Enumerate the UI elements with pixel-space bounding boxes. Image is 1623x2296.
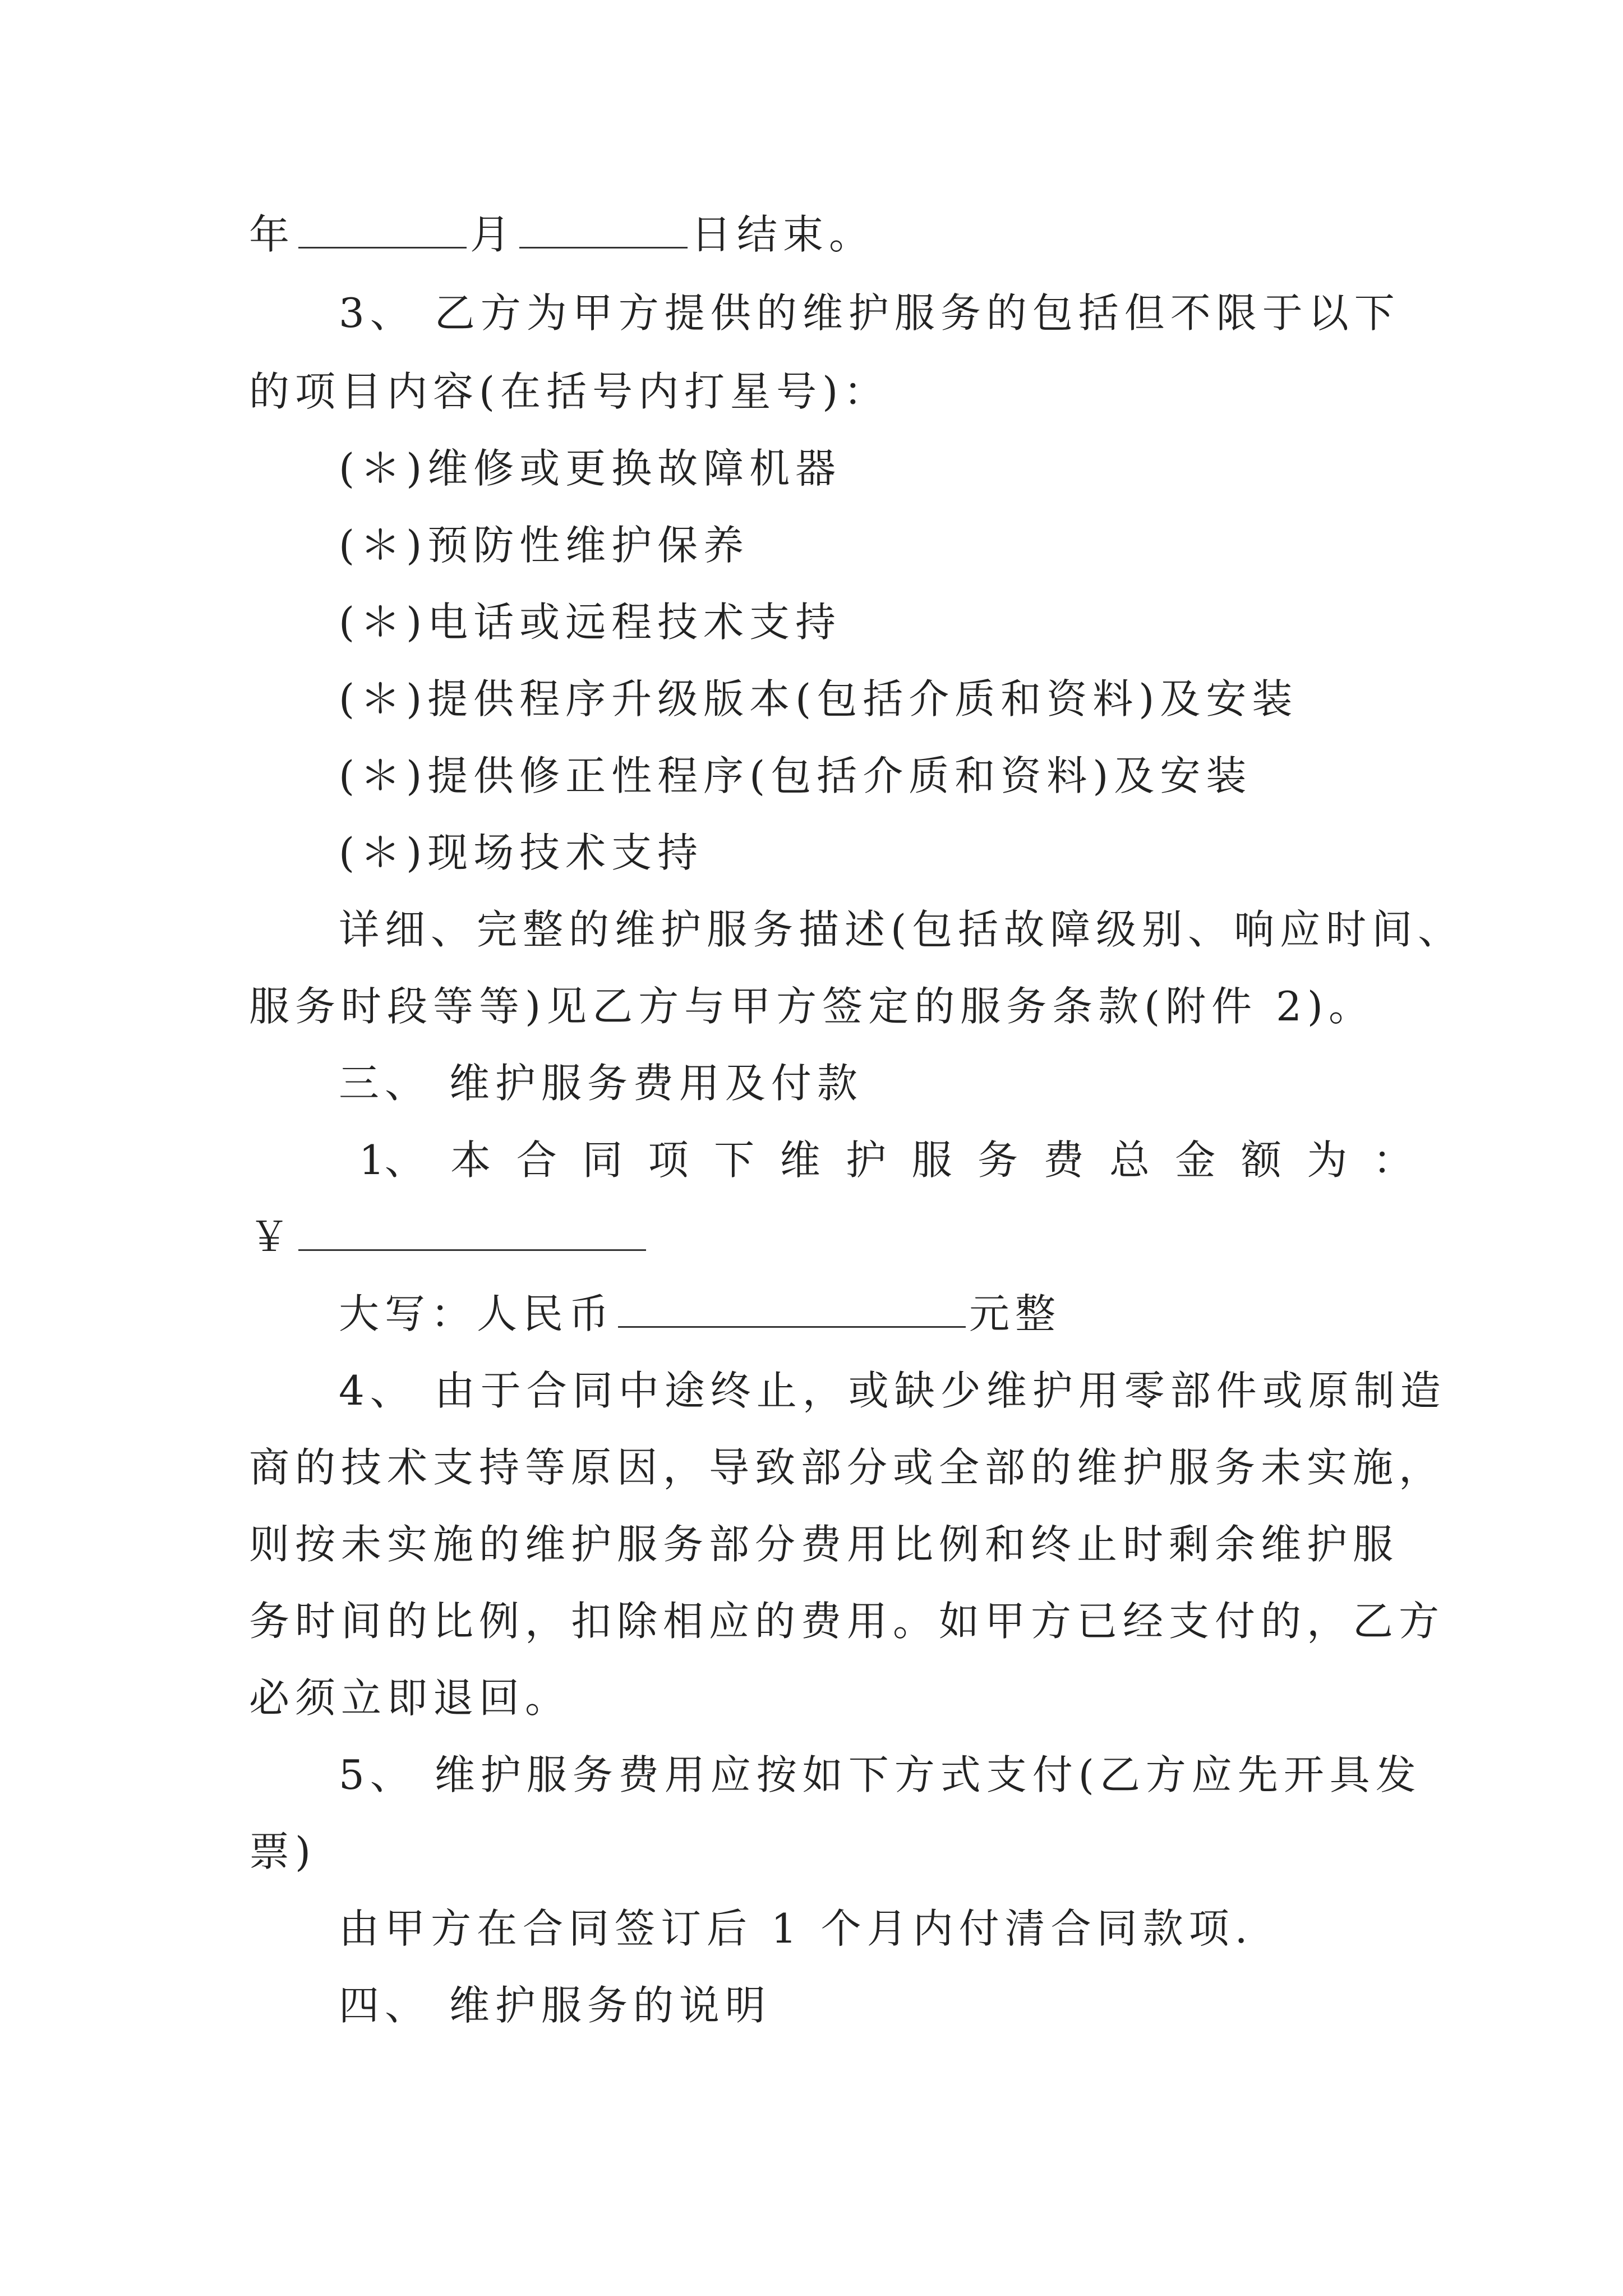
- total-amount-char: 同: [582, 1137, 623, 1184]
- clause-5-line-1: 5、 维护服务费用应按如下方式支付(乙方应先开具发: [339, 1751, 1422, 1798]
- year-label: 年: [249, 211, 296, 258]
- month-label: 月: [470, 211, 517, 258]
- clause-4-line-5: 必须立即退回。: [249, 1674, 571, 1722]
- clause-3-line-2: 的项目内容(在括号内打星号)：: [249, 368, 890, 415]
- day-end-label: 日结束。: [691, 211, 875, 258]
- total-amount-char: 服: [911, 1137, 952, 1184]
- total-amount-line: [359, 1132, 1413, 1188]
- end-date-line: [249, 206, 875, 263]
- day-blank: [519, 212, 688, 249]
- service-item-onsite: (＊)现场技术支持: [339, 829, 704, 876]
- clause-4-line-1: 4、 由于合同中途终止，或缺少维护用零部件或原制造: [339, 1367, 1446, 1414]
- total-amount-char: 项: [648, 1137, 689, 1184]
- section-3-heading: 三、 维护服务费用及付款: [339, 1060, 863, 1107]
- yuan-sign: ￥: [249, 1213, 296, 1260]
- amount-figures-line: [249, 1209, 649, 1265]
- service-item-repair: (＊)维修或更换故障机器: [339, 445, 842, 492]
- payment-terms: 由甲方在合同签订后 1 个月内付清合同款项.: [339, 1905, 1253, 1952]
- clause-4-line-3: 则按未实施的维护服务部分费用比例和终止时剩余维护服: [249, 1521, 1399, 1568]
- total-amount-char: ：: [1372, 1137, 1413, 1184]
- amount-words-label: 大写：人民币: [339, 1290, 615, 1337]
- total-amount-char: 金: [1175, 1137, 1216, 1184]
- service-item-patch: (＊)提供修正性程序(包括介质和资料)及安装: [339, 752, 1252, 799]
- total-amount-char: 本: [450, 1137, 491, 1184]
- service-item-remote-support: (＊)电话或远程技术支持: [339, 599, 842, 646]
- total-amount-char: 额: [1241, 1137, 1281, 1184]
- total-amount-char: 为: [1307, 1137, 1348, 1184]
- service-item-upgrade: (＊)提供程序升级版本(包括介质和资料)及安装: [339, 675, 1298, 723]
- total-amount-char: 务: [978, 1137, 1018, 1184]
- amount-words-line: [339, 1286, 1061, 1342]
- total-amount-char: 维: [780, 1137, 820, 1184]
- clause-4-line-2: 商的技术支持等原因，导致部分或全部的维护服务未实施，: [249, 1444, 1445, 1491]
- section-4-heading: 四、 维护服务的说明: [339, 1982, 771, 2029]
- total-amount-char: 护: [846, 1137, 887, 1184]
- service-description-line-1: 详细、完整的维护服务描述(包括故障级别、响应时间、: [339, 906, 1464, 953]
- total-amount-char: 下: [714, 1137, 755, 1184]
- service-item-preventive: (＊)预防性维护保养: [339, 522, 750, 569]
- amount-words-suffix: 元整: [969, 1290, 1062, 1337]
- total-amount-char: 费: [1043, 1137, 1084, 1184]
- month-blank: [298, 212, 467, 249]
- total-amount-char: 1、: [359, 1137, 425, 1184]
- clause-5-line-2: 票): [249, 1828, 317, 1875]
- total-amount-char: 总: [1109, 1137, 1150, 1184]
- total-amount-char: 合: [516, 1137, 557, 1184]
- clause-3-line-1: 3、 乙方为甲方提供的维护服务的包括但不限于以下: [339, 289, 1400, 337]
- clause-4-line-4: 务时间的比例，扣除相应的费用。如甲方已经支付的，乙方: [249, 1598, 1445, 1645]
- service-description-line-2: 服务时段等等)见乙方与甲方签定的服务条款(附件 2)。: [249, 983, 1375, 1030]
- amount-words-blank: [618, 1291, 966, 1328]
- amount-figures-blank: [298, 1214, 646, 1251]
